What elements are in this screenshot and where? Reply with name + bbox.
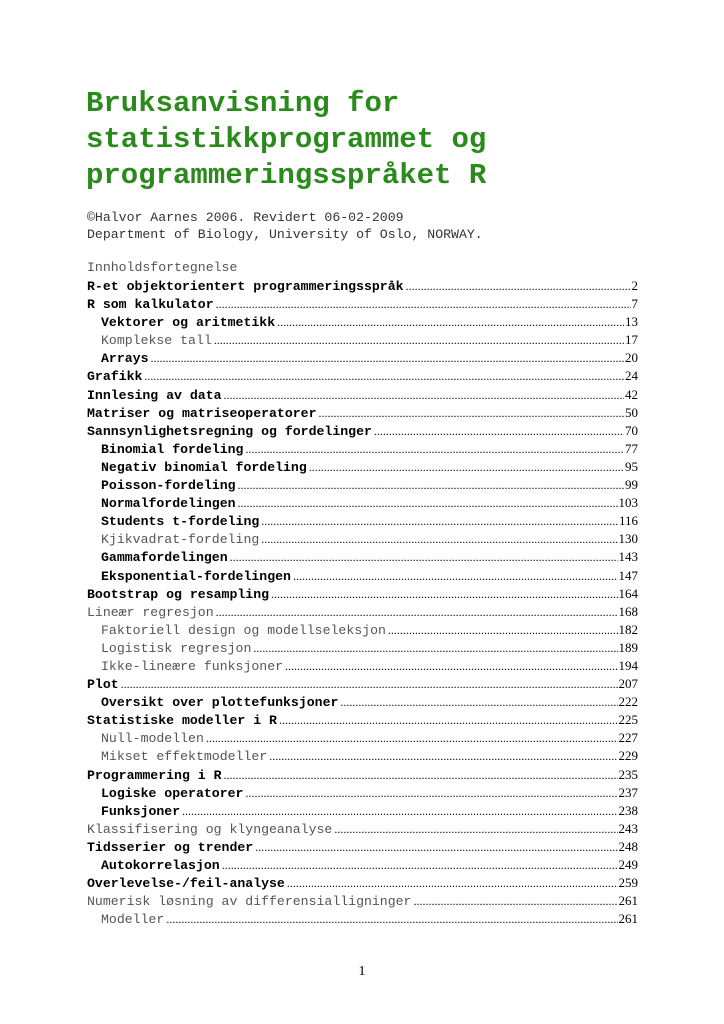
dot-leader [216, 295, 631, 313]
toc-entry-label[interactable]: Matriser og matriseoperatorer [87, 405, 317, 421]
toc-entry-label[interactable]: Funksjoner [101, 803, 181, 819]
toc-entry-page-number[interactable]: 70 [625, 422, 638, 438]
toc-entry-label[interactable]: Innlesing av data [87, 387, 222, 403]
toc-entry-label[interactable]: R-et objektorientert programmeringsspråk [87, 279, 404, 294]
toc-entry[interactable] [87, 693, 638, 711]
toc-entry-page-number[interactable]: 77 [625, 440, 638, 456]
toc-entry-page-number[interactable]: 116 [618, 513, 638, 529]
toc-entry-page-number[interactable]: 20 [625, 350, 638, 366]
toc-entry-label[interactable]: Klassifisering og klyngeanalyse [87, 821, 333, 837]
author-info [87, 209, 483, 243]
toc-entry[interactable] [87, 820, 638, 838]
dot-leader [238, 494, 618, 512]
toc-entry[interactable] [87, 838, 638, 856]
toc-entry-label[interactable]: Komplekse tall [101, 333, 212, 349]
toc-entry-label[interactable]: Plot [87, 677, 119, 693]
toc-entry[interactable] [87, 331, 638, 349]
dot-leader [182, 802, 617, 820]
toc-entry-page-number[interactable]: 143 [618, 549, 638, 565]
toc-entry[interactable] [87, 747, 638, 765]
toc-entry-page-number[interactable]: 227 [618, 730, 638, 746]
document-title [86, 86, 646, 194]
toc-entry[interactable] [87, 494, 638, 512]
toc-entry-label[interactable]: Statistiske modeller i R [87, 713, 277, 729]
toc-entry[interactable] [87, 603, 638, 621]
dot-leader [253, 639, 617, 657]
dot-leader [216, 603, 618, 621]
toc-entry-page-number[interactable]: 2 [631, 278, 638, 293]
dot-leader [293, 567, 618, 585]
dot-leader [224, 386, 624, 404]
dot-leader [261, 530, 617, 548]
toc-entry[interactable] [87, 548, 638, 566]
dot-leader [319, 404, 625, 422]
toc-entry-page-number[interactable]: 235 [618, 766, 638, 782]
toc-entry-label[interactable]: Binomial fordeling [101, 441, 244, 457]
toc-entry-page-number[interactable]: 147 [618, 567, 638, 583]
title-line: programmeringsspråket R [86, 159, 487, 192]
toc-entry[interactable] [87, 512, 638, 530]
dot-leader [271, 585, 617, 603]
toc-entry-label[interactable]: Null-modellen [101, 731, 204, 747]
toc-entry-page-number[interactable]: 238 [618, 802, 638, 818]
dot-leader [230, 548, 618, 566]
dot-leader [150, 349, 624, 367]
toc-entry-label[interactable]: Eksponential-fordelingen [101, 568, 291, 584]
toc-entry[interactable] [87, 349, 638, 367]
toc-entry-page-number[interactable]: 222 [618, 694, 638, 710]
dot-leader [334, 820, 617, 838]
toc-entry-label[interactable]: Mikset effektmodeller [101, 749, 268, 765]
toc-entry-page-number[interactable]: 95 [625, 458, 638, 474]
title-line: Bruksanvisning for [86, 87, 400, 120]
title-line: statistikkprogrammet og [86, 123, 487, 156]
toc-entry-label[interactable]: Tidsserier og trender [87, 839, 254, 855]
toc-entry-label[interactable]: Kjikvadrat-fordeling [101, 532, 260, 548]
toc-entry-page-number[interactable]: 229 [618, 748, 638, 764]
copyright-line: ©Halvor Aarnes 2006. Revidert 06-02-2009 [87, 210, 404, 225]
toc-entry-page-number[interactable]: 261 [618, 893, 638, 909]
toc-entry-page-number[interactable]: 17 [625, 332, 638, 348]
dot-leader [287, 874, 618, 892]
toc-entry[interactable] [87, 567, 638, 585]
dot-leader [222, 856, 618, 874]
toc-entry-page-number[interactable]: 24 [625, 368, 638, 384]
page-number: 1 [358, 964, 366, 979]
dot-leader [224, 766, 618, 784]
dot-leader [269, 747, 617, 765]
dot-leader [285, 657, 617, 675]
toc-entry-label[interactable]: Modeller [101, 912, 165, 928]
toc-entry[interactable] [87, 295, 638, 313]
toc-entry-label[interactable]: Students t-fordeling [101, 514, 260, 530]
toc-entry-label[interactable]: Sannsynlighetsregning og fordelinger [87, 423, 372, 439]
toc-entry-page-number[interactable]: 7 [631, 296, 638, 312]
dot-leader [406, 277, 631, 295]
toc-entry[interactable] [87, 856, 638, 874]
toc-entry-label[interactable]: Numerisk løsning av differensialligninger [87, 894, 412, 910]
toc-entry-page-number[interactable]: 259 [618, 875, 638, 891]
dot-leader [166, 910, 617, 928]
toc-entry[interactable] [87, 675, 638, 693]
toc-entry[interactable] [87, 910, 638, 928]
toc-entry[interactable] [87, 458, 638, 476]
toc-entry-label[interactable]: Gammafordelingen [101, 550, 228, 566]
toc-entry-label[interactable]: Faktoriell design og modellseleksjon [101, 622, 386, 638]
toc-entry-page-number[interactable]: 261 [618, 911, 638, 927]
dot-leader [413, 892, 617, 910]
dot-leader [206, 729, 618, 747]
toc-entry-page-number[interactable]: 249 [618, 857, 638, 872]
toc-entry[interactable] [87, 639, 638, 657]
toc-entry-label[interactable]: Programmering i R [87, 767, 222, 783]
toc-entry[interactable] [87, 367, 638, 385]
toc-entry[interactable] [87, 422, 638, 440]
dot-leader [261, 512, 618, 530]
toc-entry[interactable] [87, 766, 638, 784]
toc-entry-page-number[interactable]: 164 [618, 585, 638, 601]
toc-entry-label[interactable]: Bootstrap og resampling [87, 586, 270, 602]
toc-entry-page-number[interactable]: 225 [618, 712, 638, 728]
dot-leader [279, 711, 618, 729]
toc-entry-label[interactable]: Normalfordelingen [101, 496, 236, 512]
dot-leader [238, 476, 624, 494]
toc-entry[interactable] [87, 386, 638, 404]
toc-entry-label[interactable]: Ikke-lineære funksjoner [101, 658, 284, 674]
toc-entry[interactable] [87, 892, 638, 910]
toc-entry-label[interactable]: Oversikt over plottefunksjoner [101, 695, 339, 711]
toc-entry-label[interactable]: Negativ binomial fordeling [101, 459, 307, 475]
toc-entry-label[interactable]: Logiske operatorer [101, 785, 244, 801]
toc-entry[interactable] [87, 585, 638, 603]
dot-leader [255, 838, 617, 856]
toc-entry-label[interactable]: Arrays [101, 351, 149, 367]
toc-entry[interactable] [87, 784, 638, 802]
toc-entry-page-number[interactable]: 168 [618, 603, 638, 619]
toc-entry-page-number[interactable]: 42 [625, 386, 638, 402]
toc-entry[interactable] [87, 404, 638, 422]
dot-leader [374, 422, 624, 440]
toc-entry[interactable] [87, 874, 638, 892]
dot-leader [309, 458, 624, 476]
toc-heading: Innholdsfortegnelse [87, 260, 238, 275]
toc-entry-label[interactable]: Vektorer og aritmetikk [101, 315, 276, 331]
toc-entry-page-number[interactable]: 103 [618, 495, 638, 511]
toc-entry-page-number[interactable]: 182 [618, 621, 638, 637]
toc-entry-label[interactable]: Poisson-fordeling [101, 478, 236, 494]
affiliation-line: Department of Biology, University of Oslo, NORWAY. [87, 227, 483, 242]
toc-entry-page-number[interactable]: 189 [618, 639, 638, 655]
toc-entry-label[interactable]: Lineær regresjon [87, 604, 214, 620]
toc-entry-page-number[interactable]: 243 [618, 820, 638, 836]
toc-entry[interactable] [87, 530, 638, 548]
dot-leader [340, 693, 617, 711]
toc-entry-page-number[interactable]: 99 [625, 477, 638, 493]
toc-entry-page-number[interactable]: 50 [625, 404, 638, 420]
toc-entry-page-number[interactable]: 13 [625, 314, 638, 330]
toc-entry-page-number[interactable]: 130 [618, 531, 638, 547]
toc-entry[interactable] [87, 440, 638, 458]
dot-leader [388, 621, 618, 639]
dot-leader [121, 675, 618, 693]
toc-entry[interactable] [87, 657, 638, 675]
dot-leader [214, 331, 624, 349]
dot-leader [245, 440, 624, 458]
toc-entry[interactable] [87, 621, 638, 639]
toc-entry[interactable] [87, 711, 638, 729]
toc-entry[interactable] [87, 277, 638, 295]
dot-leader [144, 367, 624, 385]
toc-entry-page-number[interactable]: 237 [618, 784, 638, 800]
toc-entry[interactable] [87, 802, 638, 820]
toc-entry-label[interactable]: Logistisk regresjon [101, 640, 252, 656]
toc-entry-label[interactable]: Grafikk [87, 369, 143, 385]
toc-entry-page-number[interactable]: 194 [618, 657, 638, 673]
toc-entry-label[interactable]: Autokorrelasjon [101, 858, 220, 873]
dot-leader [245, 784, 617, 802]
toc-entry-label[interactable]: R som kalkulator [87, 297, 214, 313]
toc-entry[interactable] [87, 729, 638, 747]
toc-list [87, 277, 638, 928]
toc-entry-label[interactable]: Overlevelse-/feil-analyse [87, 876, 285, 892]
dot-leader [277, 313, 624, 331]
toc-entry-page-number[interactable]: 207 [618, 676, 638, 692]
toc-entry[interactable] [87, 476, 638, 494]
toc-entry-page-number[interactable]: 248 [618, 838, 638, 854]
table-of-contents [87, 259, 638, 928]
toc-entry[interactable] [87, 313, 638, 331]
